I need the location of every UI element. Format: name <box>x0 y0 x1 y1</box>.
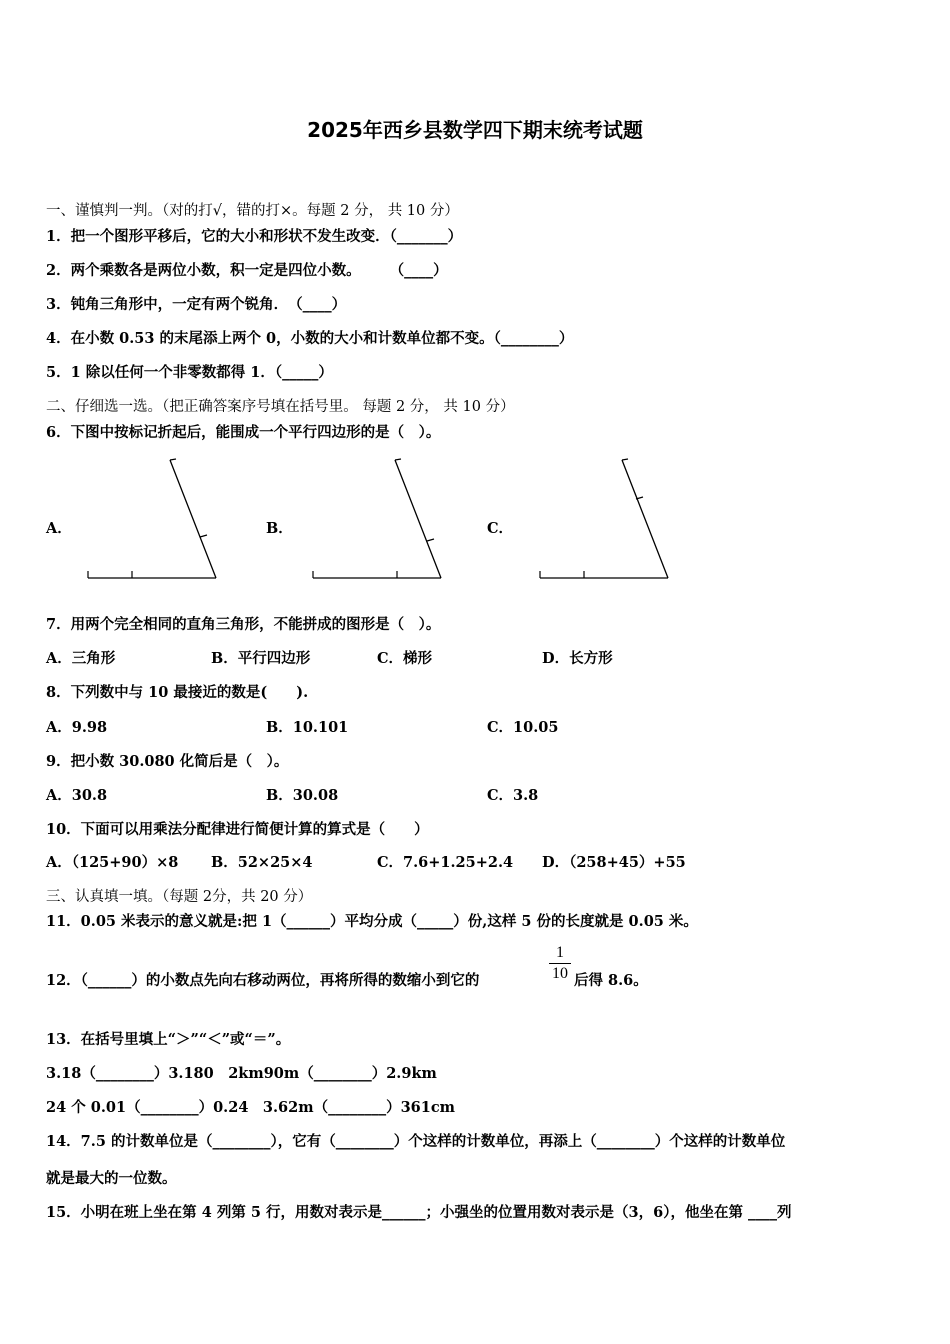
question-2: 2．两个乘数各是两位小数，积一定是四位小数。 （____） <box>46 262 448 279</box>
question-15: 15．小明在班上坐在第 4 列第 5 行，用数对表示是______；小强坐的位置用数对表示是（3，6），他坐在第 ____列 <box>46 1204 792 1221</box>
question-8-stem: 8．下列数中与 10 最接近的数是( ). <box>46 684 309 701</box>
question-12-before: 12．（______）的小数点先向右移动两位，再将所得的数缩小到它的 <box>46 972 480 989</box>
q7-option-b: B．平行四边形 <box>211 650 311 667</box>
q7-option-d: D．长方形 <box>542 650 613 667</box>
q6-figure-c <box>532 455 677 585</box>
fraction-numerator: 1 <box>556 944 564 961</box>
question-11: 11．0.05 米表示的意义就是:把 1（______）平均分成（_____）份,这样 5 份的长度就是 0.05 米。 <box>46 913 698 930</box>
q6-figure-a <box>80 455 225 585</box>
q10-option-a: A．（125+90）×8 <box>46 854 179 871</box>
q10-option-c: C．7.6+1.25+2.4 <box>377 854 514 871</box>
fraction-denominator: 10 <box>552 965 568 982</box>
q8-option-a: A．9.98 <box>46 719 108 736</box>
question-14-line-2: 就是最大的一位数。 <box>46 1170 177 1187</box>
q6-option-c: C． <box>487 520 514 537</box>
q13-row-1: 3.18（________）3.180 2km90m（________）2.9km <box>46 1065 437 1082</box>
question-7-stem: 7．用两个完全相同的直角三角形，不能拼成的图形是（ ）。 <box>46 616 441 633</box>
question-4: 4．在小数 0.53 的末尾添上两个 0，小数的大小和计数单位都不变。（________） <box>46 330 574 347</box>
q8-option-c: C．10.05 <box>487 719 559 736</box>
q10-option-b: B．52×25×4 <box>211 854 313 871</box>
q12-fraction <box>549 944 571 983</box>
question-10-stem: 10．下面可以用乘法分配律进行简便计算的算式是（ ） <box>46 821 429 838</box>
q7-option-c: C．梯形 <box>377 650 433 667</box>
question-1: 1．把一个图形平移后，它的大小和形状不发生改变．（_______） <box>46 228 463 245</box>
q13-row-2: 24 个 0.01（________）0.24 3.62m（________）361cm <box>46 1099 456 1116</box>
question-12-after: 后得 8.6。 <box>574 972 648 989</box>
question-5: 5．1 除以任何一个非零数都得 1．（_____） <box>46 364 333 381</box>
q6-option-a: A． <box>46 520 72 537</box>
question-13-stem: 13．在括号里填上“＞”“＜”或“＝”。 <box>46 1031 291 1048</box>
question-14-line-1: 14．7.5 的计数单位是（________），它有（________）个这样的计数单位，再添上（________）个这样的计数单位 <box>46 1133 786 1150</box>
q7-option-a: A．三角形 <box>46 650 116 667</box>
q9-option-a: A．30.8 <box>46 787 108 804</box>
section-1-header: 一、谨慎判一判。（对的打√，错的打×。每题 2 分， 共 10 分） <box>46 203 459 219</box>
section-2-header: 二、仔细选一选。（把正确答案序号填在括号里。 每题 2 分， 共 10 分） <box>46 399 515 415</box>
q10-option-d: D．（258+45）+55 <box>542 854 686 871</box>
question-9-stem: 9．把小数 30.080 化简后是（ ）。 <box>46 753 289 770</box>
q9-option-b: B．30.08 <box>266 787 339 804</box>
q8-option-b: B．10.101 <box>266 719 349 736</box>
section-3-header: 三、认真填一填。（每题 2分，共 20 分） <box>46 889 313 905</box>
page-title: 2025年西乡县数学四下期末统考试题 <box>307 118 643 142</box>
question-6-stem: 6．下图中按标记折起后，能围成一个平行四边形的是（ ）。 <box>46 424 441 441</box>
q6-figure-b <box>305 455 450 585</box>
question-3: 3．钝角三角形中，一定有两个锐角． （____） <box>46 296 347 313</box>
q9-option-c: C．3.8 <box>487 787 539 804</box>
q6-option-b: B． <box>266 520 293 537</box>
